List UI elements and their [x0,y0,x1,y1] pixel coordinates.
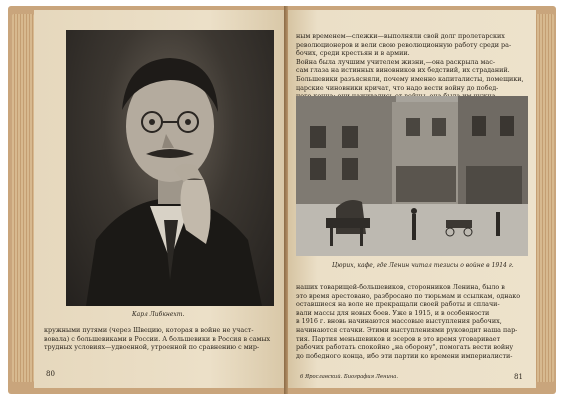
text-line: наших товарищей-большевиков, сторонников Ленина, было в [296,283,505,291]
text-line: до победного конца, ибо эти партии ко времени империалисти- [296,351,513,360]
text-line: рабочих работать спокойно „на оборону", помогать вести войну [296,343,514,352]
text-line: Большевики разъясняли, почему именно капиталисты, помещики, [296,74,524,83]
portrait-caption: Карл Либкнехт. [132,311,185,318]
right-page [288,10,536,388]
text-line: тия. Партия меньшевиков и эсеров в это время уговаривает [296,334,501,343]
text-line: начинаются стачки. Этими выступлениями руководит наша пар- [296,325,518,334]
left-page [34,10,284,388]
text-line: ным временем—слежки—выполняли свой долг пролетарских [296,32,505,40]
photo-caption: Цюрих, кафе, где Ленин читал тезисы о войне в 1914 г. [332,262,514,269]
street-illustration [296,96,528,256]
page-edges-right [536,14,554,382]
text-line: сам глаза на истинных виновников их бедствий, их страданий. [296,66,510,75]
text-line: это время арестовано, разбросано по тюрьмам и ссылкам, однако [296,291,521,300]
page-number-left: 80 [46,370,55,378]
page-number-right: 81 [514,373,523,381]
text-line: бочих, среди крестьян и в армии. [296,49,410,58]
text-line: кружными путями (через Швецию, которая в войне не участ- [44,326,254,334]
text-line: оставшиеся на воле не прекращали своей работы и сплачи- [296,300,500,309]
street-photo [296,96,528,256]
footnote: 6 Ярославский. Биография Ленина. [300,374,398,380]
text-line: вали массы для новых боев. Уже в 1915, и в особенности [296,308,490,317]
left-body-text [44,326,276,352]
page-edges-left [12,14,34,382]
open-book [8,6,556,394]
text-line: в 1916 г. вновь начинаются массовые выступления рабочих, [296,317,502,326]
portrait-illustration [66,30,274,306]
text-line: Война была лучшим учителем жизни,—она раскрыла мас- [296,57,495,66]
text-line: революционеров и вели свою революционную работу среди ра- [296,40,512,49]
text-line: царские чиновники кричат, что надо вести войну до побед- [296,83,499,92]
text-line: трудных условиях—удвоенной, утроенной по сравнению с мир- [44,343,260,352]
text-line: вовала) с большевиками в России. А большевики в Россия в самых [44,334,271,343]
right-body-text-bottom [296,283,528,360]
portrait-photo [66,30,274,306]
